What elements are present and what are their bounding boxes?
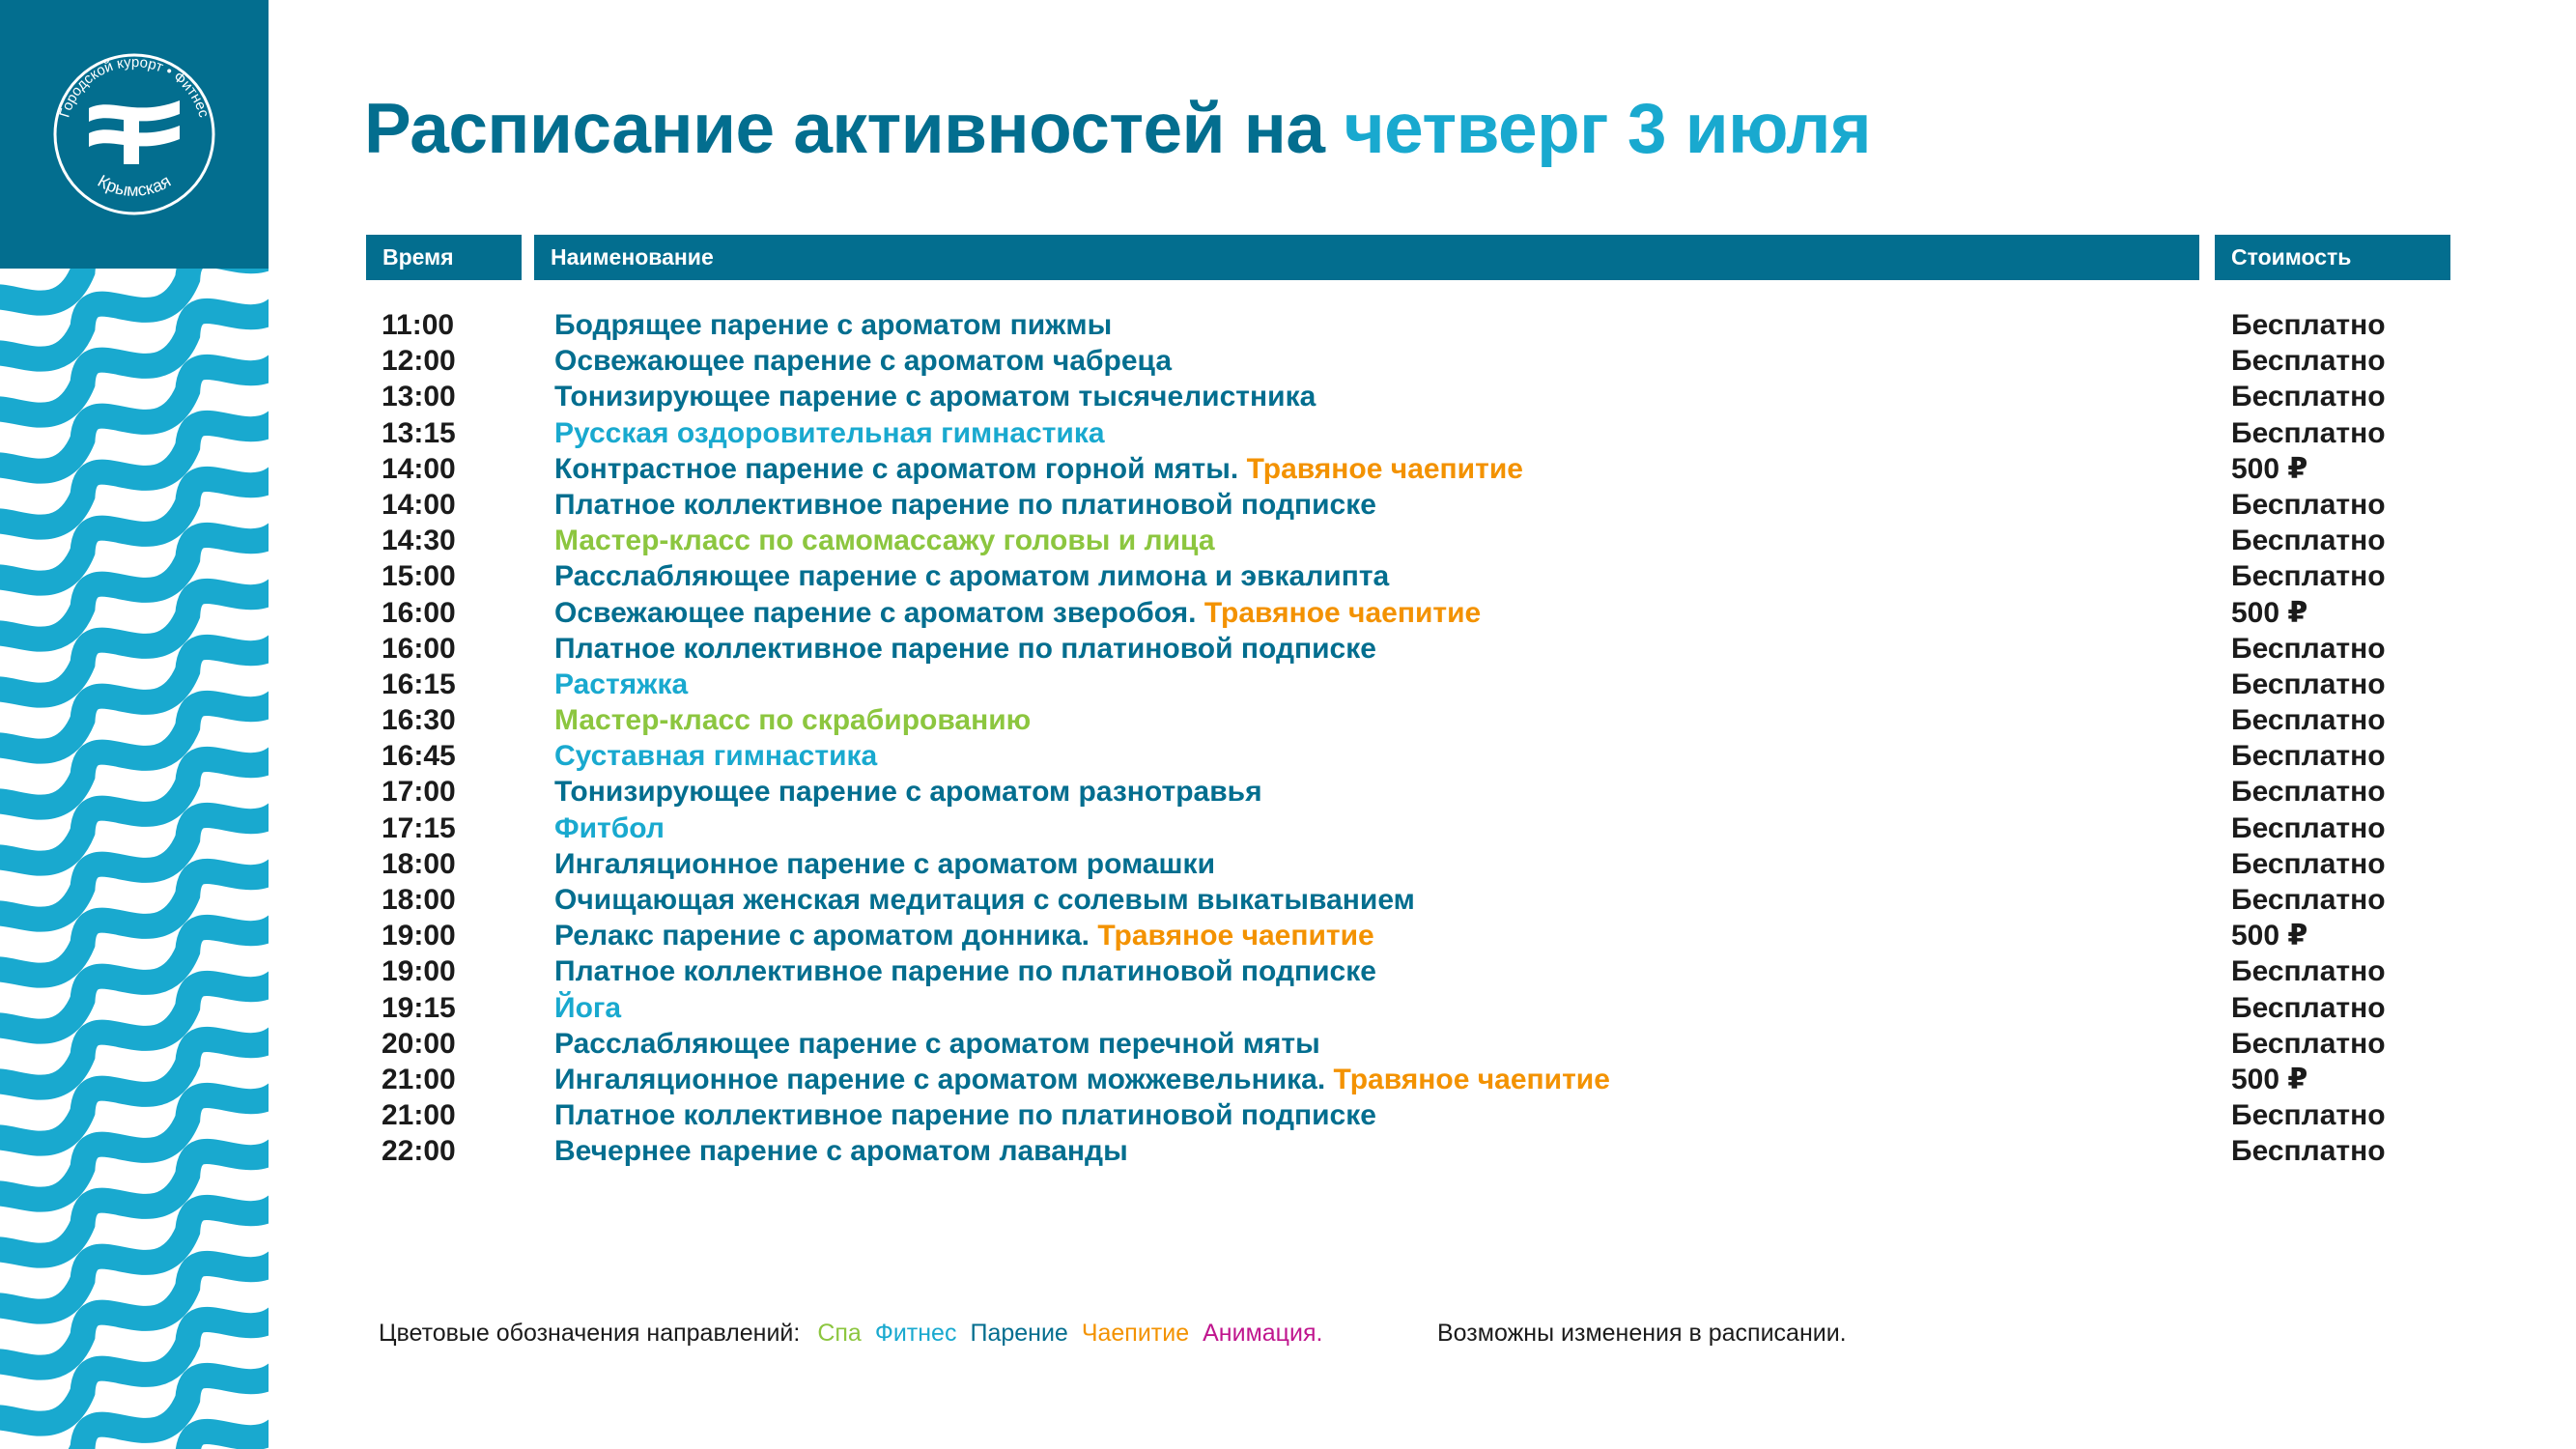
table-row (0, 953, 2576, 989)
row-activity (554, 379, 1316, 414)
row-price: 500 ₽ (2231, 920, 2308, 952)
row-price: Бесплатно (2231, 381, 2386, 413)
legend-item-fitness: Фитнес (874, 1320, 957, 1347)
row-activity-name: Фитбол (554, 811, 665, 844)
row-activity (554, 415, 1105, 451)
row-activity (554, 1062, 1610, 1097)
table-row (0, 990, 2576, 1026)
row-activity (554, 846, 1215, 882)
row-activity (554, 558, 1389, 594)
row-price: 500 ₽ (2231, 1063, 2308, 1095)
logo-arc-bottom: Крымская (94, 171, 175, 200)
row-price: Бесплатно (2231, 345, 2386, 378)
row-activity-extra: Травяное чаепитие (1333, 1063, 1610, 1095)
row-time: 18:00 (382, 884, 456, 916)
legend-item-animation: Анимация. (1203, 1320, 1323, 1347)
row-activity (554, 990, 621, 1026)
row-time: 22:00 (382, 1135, 456, 1168)
row-price: Бесплатно (2231, 668, 2386, 700)
legend-item-tea: Чаепитие (1081, 1320, 1190, 1347)
table-row (0, 918, 2576, 953)
table-row (0, 1133, 2576, 1169)
row-activity-name: Мастер-класс по скрабированию (554, 704, 1032, 737)
row-activity-name: Контрастное парение с ароматом горной мяты. (554, 452, 1239, 485)
row-time: 13:15 (382, 416, 456, 449)
table-row (0, 738, 2576, 774)
table-row (0, 595, 2576, 631)
header-cost: Стоимость (2215, 235, 2450, 280)
row-activity-name: Тонизирующее парение с ароматом тысячелистника (554, 381, 1316, 413)
legend-label: Цветовые обозначения направлений: (379, 1320, 801, 1347)
row-price: Бесплатно (2231, 1099, 2386, 1132)
row-price: Бесплатно (2231, 847, 2386, 880)
row-time: 16:00 (382, 632, 456, 665)
row-activity-name: Тонизирующее парение с ароматом разнотравья (554, 776, 1262, 809)
table-row (0, 523, 2576, 558)
row-time: 17:15 (382, 811, 456, 844)
row-activity (554, 631, 1376, 667)
header-time: Время (366, 235, 522, 280)
table-row (0, 774, 2576, 810)
row-activity (554, 343, 1172, 379)
table-row (0, 810, 2576, 846)
row-activity-name: Ингаляционное парение с ароматом можжевельника. (554, 1063, 1326, 1095)
row-activity-name: Очищающая женская медитация с солевым выкатыванием (554, 884, 1415, 916)
row-price: Бесплатно (2231, 1135, 2386, 1168)
row-activity (554, 1026, 1320, 1062)
row-price: Бесплатно (2231, 488, 2386, 521)
table-row (0, 1097, 2576, 1133)
row-time: 17:00 (382, 776, 456, 809)
row-price: 500 ₽ (2231, 452, 2308, 485)
row-price: Бесплатно (2231, 632, 2386, 665)
row-price: Бесплатно (2231, 525, 2386, 557)
row-time: 21:00 (382, 1063, 456, 1095)
row-time: 18:00 (382, 847, 456, 880)
legend-item-spa: Спа (817, 1320, 862, 1347)
legend-item-steam: Парение (970, 1320, 1068, 1347)
row-activity-name: Растяжка (554, 668, 689, 700)
row-activity-name: Релакс парение с ароматом донника. (554, 920, 1090, 952)
table-row (0, 667, 2576, 702)
row-time: 14:00 (382, 488, 456, 521)
row-activity (554, 738, 877, 774)
row-price: Бесплатно (2231, 740, 2386, 773)
row-activity (554, 702, 1031, 738)
row-activity-name: Вечернее парение с ароматом лаванды (554, 1135, 1128, 1168)
row-activity-extra: Травяное чаепитие (1097, 920, 1374, 952)
table-row (0, 1062, 2576, 1097)
row-activity-name: Платное коллективное парение по платиновой подписке (554, 488, 1376, 521)
row-time: 16:00 (382, 596, 456, 629)
row-price: Бесплатно (2231, 704, 2386, 737)
row-activity (554, 307, 1112, 343)
row-activity-name: Расслабляющее парение с ароматом лимона и эвкалипта (554, 560, 1390, 593)
row-activity-name: Суставная гимнастика (554, 740, 878, 773)
row-time: 16:45 (382, 740, 456, 773)
schedule-table (0, 307, 2576, 1170)
legend (379, 1320, 1336, 1348)
row-activity-name: Мастер-класс по самомассажу головы и лица (554, 525, 1215, 557)
row-time: 20:00 (382, 1027, 456, 1060)
table-row (0, 415, 2576, 451)
row-price: Бесплатно (2231, 811, 2386, 844)
table-row (0, 558, 2576, 594)
row-activity (554, 451, 1523, 487)
table-row (0, 1026, 2576, 1062)
row-time: 11:00 (382, 309, 455, 341)
svg-text:Крымская (95, 171, 174, 200)
row-activity (554, 810, 665, 846)
row-price: Бесплатно (2231, 560, 2386, 593)
title-main: Расписание активностей на (364, 90, 1325, 168)
row-activity-name: Платное коллективное парение по платиновой подписке (554, 955, 1376, 988)
row-activity-name: Освежающее парение с ароматом зверобоя. (554, 596, 1197, 629)
row-activity-name: Бодрящее парение с ароматом пижмы (554, 309, 1113, 341)
row-price: Бесплатно (2231, 309, 2386, 341)
row-activity-extra: Травяное чаепитие (1203, 596, 1482, 629)
row-time: 13:00 (382, 381, 456, 413)
row-activity-name: Платное коллективное парение по платиновой подписке (554, 632, 1376, 665)
row-time: 16:15 (382, 668, 456, 700)
row-activity-name: Йога (554, 991, 622, 1024)
row-time: 19:00 (382, 955, 456, 988)
row-activity-extra: Травяное чаепитие (1246, 452, 1523, 485)
row-activity (554, 523, 1215, 558)
row-activity-name: Расслабляющее парение с ароматом перечной мяты (554, 1027, 1320, 1060)
row-activity (554, 918, 1374, 953)
table-row (0, 451, 2576, 487)
row-activity (554, 487, 1376, 523)
row-activity (554, 1133, 1128, 1169)
row-activity-name: Русская оздоровительная гимнастика (554, 416, 1105, 449)
schedule-note: Возможны изменения в расписании. (1437, 1320, 1847, 1347)
row-activity (554, 882, 1415, 918)
row-activity (554, 667, 688, 702)
row-activity (554, 774, 1262, 810)
row-time: 21:00 (382, 1099, 456, 1132)
table-row (0, 702, 2576, 738)
table-row (0, 846, 2576, 882)
table-row (0, 631, 2576, 667)
logo (0, 0, 269, 269)
row-activity-name: Освежающее парение с ароматом чабреца (554, 345, 1173, 378)
row-price: Бесплатно (2231, 955, 2386, 988)
table-row (0, 307, 2576, 343)
row-price: Бесплатно (2231, 884, 2386, 916)
brand-logo-icon (0, 0, 269, 269)
table-row (0, 487, 2576, 523)
row-activity (554, 1097, 1376, 1133)
row-time: 14:00 (382, 452, 456, 485)
row-price: Бесплатно (2231, 776, 2386, 809)
row-activity-name: Ингаляционное парение с ароматом ромашки (554, 847, 1216, 880)
table-row (0, 379, 2576, 414)
row-price: Бесплатно (2231, 416, 2386, 449)
row-activity (554, 595, 1481, 631)
row-time: 15:00 (382, 560, 456, 593)
header-name: Наименование (534, 235, 2199, 280)
page-title (364, 89, 1871, 169)
row-time: 16:30 (382, 704, 456, 737)
table-row (0, 882, 2576, 918)
title-date: четверг 3 июля (1344, 90, 1872, 168)
row-time: 19:00 (382, 920, 456, 952)
row-time: 12:00 (382, 345, 456, 378)
row-price: Бесплатно (2231, 991, 2386, 1024)
row-price: Бесплатно (2231, 1027, 2386, 1060)
row-time: 14:30 (382, 525, 456, 557)
table-row (0, 343, 2576, 379)
logo-arc-top: Городской курорт • Фитнес (56, 53, 212, 120)
row-price: 500 ₽ (2231, 596, 2308, 629)
row-time: 19:15 (382, 991, 456, 1024)
row-activity (554, 953, 1376, 989)
row-activity-name: Платное коллективное парение по платиновой подписке (554, 1099, 1376, 1132)
